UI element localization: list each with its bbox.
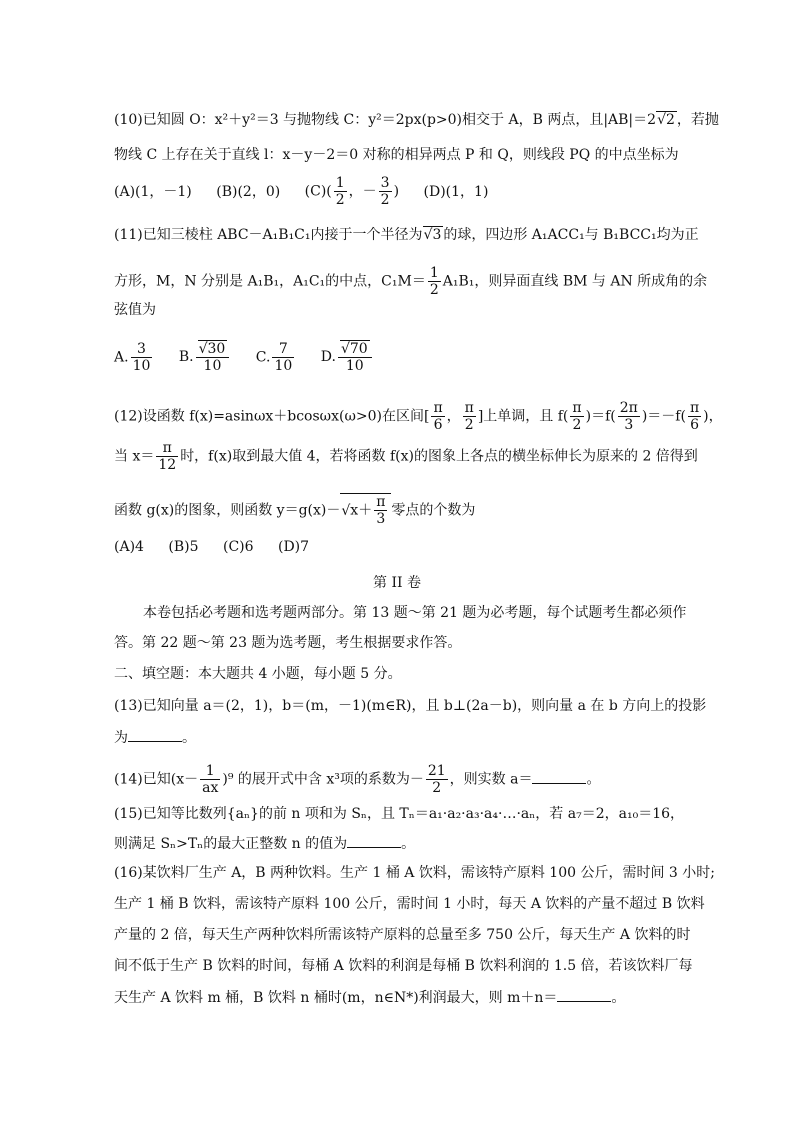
fraction (156, 440, 178, 473)
fraction (426, 763, 448, 796)
q13-line1: (13)已知向量 a＝(2，1)，b＝(m，－1)(m∈R)，且 b⊥(2a－b)，则向量 a 在 b 方向上的投影 (114, 698, 707, 714)
numerator: 1 (429, 265, 439, 281)
fraction (688, 400, 701, 433)
denominator: 2 (380, 192, 390, 208)
q14-text: (14)已知(x－ (114, 771, 199, 788)
q13-line2 (114, 727, 196, 748)
numerator (338, 340, 372, 358)
answer-blank[interactable] (557, 987, 611, 1002)
q12-option-b: (B)5 (168, 539, 199, 555)
opt-text: ) (393, 183, 400, 200)
denominator: 3 (376, 511, 386, 527)
fraction (463, 400, 476, 433)
q11-options (114, 340, 394, 374)
q12-text: )＝f( (585, 408, 616, 425)
q12-options (114, 537, 329, 557)
fraction (570, 400, 583, 433)
q16-line3: 产量的 2 倍，每天生产两种饮料所需该特产原料的总量至多 750 公斤，每天生产 A 饮料的时 (114, 927, 691, 943)
q11-text: 方形，M，N 分别是 A₁B₁，A₁C₁的中点，C₁M＝ (114, 273, 426, 290)
answer-blank[interactable] (128, 727, 182, 742)
q14-text: 。 (586, 771, 601, 788)
q10-option-b: (B)(2，0) (216, 183, 281, 200)
q13-text: 为 (114, 730, 128, 746)
radical (657, 112, 666, 128)
denominator: 2 (572, 417, 582, 433)
answer-blank[interactable] (532, 769, 586, 784)
q12-option-d: (D)7 (277, 539, 310, 555)
sqrt-2 (656, 111, 677, 128)
q12-text: 时，f(x)取到最大值 4，若将函数 f(x)的图象上各点的横坐标伸长为原来的 2 倍得到 (180, 448, 698, 465)
radical (199, 341, 208, 357)
q12-line3 (114, 493, 475, 527)
numerator: 3 (131, 341, 153, 358)
denominator: 6 (690, 417, 699, 433)
q16-line1: (16)某饮料厂生产 A，B 两种饮料。生产 1 桶 A 饮料，需该特产原料 100 公斤，需时间 3 小时; (114, 865, 715, 881)
numerator: π (376, 494, 386, 510)
q10-options (114, 175, 508, 208)
q16-text: 天生产 A 饮料 m 桶，B 饮料 n 桶时(m，n∈N*)利润最大，则 m＋n＝ (114, 990, 558, 1006)
q15-text: 则满足 Sₙ>Tₙ的最大正整数 n 的值为 (114, 836, 348, 852)
denominator: 10 (345, 358, 364, 374)
denominator: 10 (274, 357, 293, 374)
denominator: 12 (158, 457, 177, 473)
denominator: 10 (203, 358, 222, 374)
sqrt (340, 493, 391, 527)
q12-line1 (114, 400, 723, 433)
sqrt-3 (423, 226, 444, 243)
q12-option-a: (A)4 (114, 539, 144, 555)
q15-text: 。 (401, 836, 416, 852)
radicand: x＋ (350, 502, 373, 519)
opt-label: B. (178, 349, 194, 365)
q11-option-d (321, 340, 374, 374)
q16-line5 (114, 987, 625, 1008)
q10-option-a: (A)(1，－1) (114, 183, 192, 200)
fraction (200, 763, 220, 796)
opt-label: A. (114, 349, 129, 365)
q12-line2 (114, 440, 698, 473)
fraction (374, 494, 387, 527)
q10-text: (10)已知圆 O：x²＋y²＝3 与抛物线 C：y²＝2px(p>0)相交于 A，B 两点，且|AB|＝2 (114, 112, 657, 128)
q16-text: 。 (611, 990, 626, 1006)
intro-line1: 本卷包括必考题和选考题两部分。第 13 题～第 21 题为必考题，每个试题考生都必须作 (143, 605, 687, 621)
q11-option-b (179, 340, 232, 374)
q12-text: (12)设函数 f(x)=asinωx＋bcosωx(ω>0)在区间[ (114, 408, 430, 425)
q11-option-c (256, 341, 297, 374)
q12-text: 当 x＝ (114, 448, 155, 465)
sqrt (340, 340, 370, 357)
numerator: π (464, 400, 474, 416)
denominator: 2 (429, 282, 439, 298)
numerator: 1 (335, 175, 345, 191)
q11-line3: 弦值为 (114, 302, 156, 318)
q13-text: 。 (182, 730, 196, 746)
fraction (428, 265, 441, 298)
denominator: 2 (335, 192, 345, 208)
numerator: 1 (200, 763, 220, 780)
numerator (196, 340, 230, 358)
numerator: 21 (427, 763, 446, 779)
denominator: ax (202, 780, 219, 796)
q14-text: ，则实数 a＝ (449, 771, 533, 788)
denominator: 3 (624, 417, 634, 433)
q11-option-a (114, 341, 154, 374)
denominator: 2 (432, 780, 442, 796)
fraction (272, 341, 294, 374)
numerator: 3 (380, 175, 390, 191)
q10-line2: 物线 C 上存在关于直线 l：x－y－2＝0 对称的相异两点 P 和 Q，则线段 PQ 的中点坐标为 (114, 147, 679, 163)
q15-line1: (15)已知等比数列{aₙ}的前 n 项和为 Sₙ，且 Tₙ＝a₁·a₂·a₃·a₄·…·aₙ，若 a₇＝2，a₁₀＝16， (114, 806, 685, 822)
radical (341, 503, 350, 519)
q10-option-c (305, 175, 399, 208)
denominator: 10 (132, 357, 151, 374)
radicand: 2 (665, 112, 675, 128)
numerator: 7 (272, 341, 294, 358)
radicand: 30 (207, 341, 226, 357)
q10-tail: ，若抛 (676, 112, 719, 128)
fraction (379, 175, 392, 208)
fraction (131, 341, 153, 374)
denominator: 2 (464, 417, 474, 433)
numerator: π (689, 400, 700, 416)
numerator: 2π (619, 400, 638, 416)
q14-text: )⁹ 的展开式中含 x³项的系数为－ (222, 771, 424, 788)
fraction (196, 340, 230, 374)
q11-text: 的球，四边形 A₁ACC₁与 B₁BCC₁均为正 (443, 227, 699, 243)
q14-line (114, 763, 600, 796)
section-title: 第 II 卷 (373, 575, 421, 591)
opt-text: ，－ (348, 183, 377, 200)
q16-line4: 间不低于生产 B 饮料的时间，每桶 A 饮料的利润是每桶 B 饮料利润的 1.5 倍，若该饮料厂每 (114, 958, 693, 974)
fraction (338, 340, 372, 374)
radicand: 70 (349, 341, 368, 357)
q10-line1 (114, 110, 719, 130)
numerator: π (433, 400, 443, 416)
numerator: π (572, 400, 582, 416)
q11-text: (11)已知三棱柱 ABC－A₁B₁C₁内接于一个半径为 (114, 227, 423, 243)
answer-blank[interactable] (347, 833, 401, 848)
radicand: 3 (432, 227, 442, 243)
fraction (431, 400, 444, 433)
fraction (618, 400, 640, 433)
denominator: 6 (433, 417, 443, 433)
q12-text: ]上单调，且 f( (477, 408, 569, 425)
q10-option-d: (D)(1，1) (423, 183, 489, 200)
opt-label: D. (320, 349, 336, 365)
sqrt (198, 340, 228, 357)
q12-text: 函数 g(x)的图象，则函数 y＝g(x)－ (114, 502, 341, 519)
q12-text: )， (703, 408, 723, 425)
q12-text: )＝－f( (641, 408, 686, 425)
intro-line2: 答。第 22 题～第 23 题为选考题，考生根据要求作答。 (114, 635, 462, 651)
opt-label: C. (255, 349, 271, 365)
q15-line2 (114, 833, 415, 854)
q12-option-c: (C)6 (222, 539, 254, 555)
numerator: π (156, 440, 178, 457)
radical (341, 341, 350, 357)
part2-heading: 二、填空题：本大题共 4 小题，每小题 5 分。 (114, 666, 402, 682)
q11-line2 (114, 265, 707, 298)
fraction (334, 175, 347, 208)
q11-text: A₁B₁，则异面直线 BM 与 AN 所成角的余 (442, 273, 708, 290)
opt-text: (C)( (304, 183, 332, 200)
q12-text: 零点的个数为 (391, 502, 476, 519)
q16-line2: 生产 1 桶 B 饮料，需该特产原料 100 公斤，需时间 1 小时，每天 A 饮料的产量不超过 B 饮料 (114, 896, 705, 912)
q11-line1 (114, 225, 699, 245)
q12-text: ， (446, 408, 461, 425)
